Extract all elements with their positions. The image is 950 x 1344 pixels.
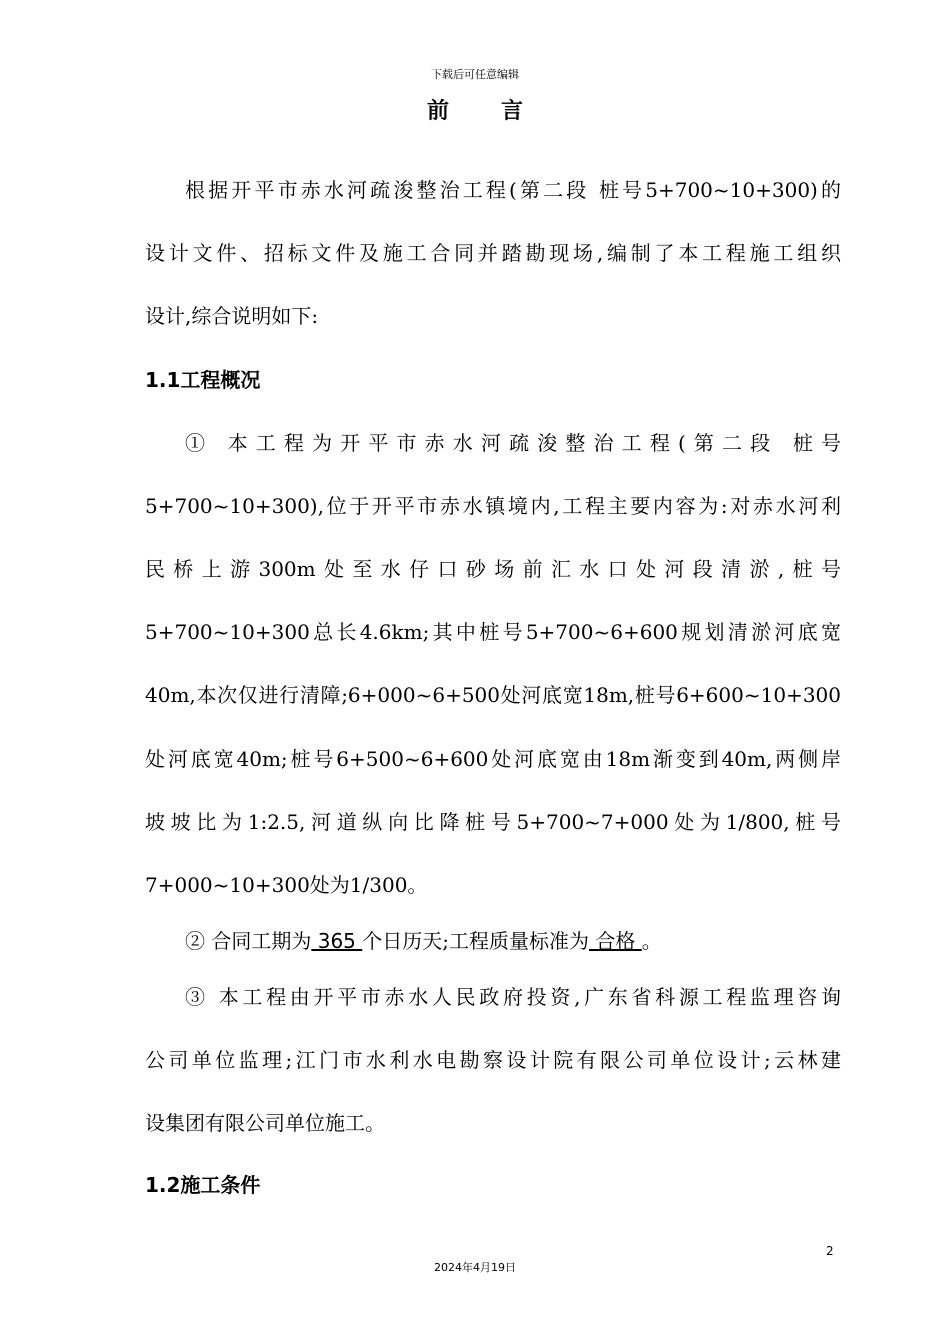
- page-number: 2: [826, 1244, 834, 1258]
- item2-prefix: ② 合同工期为: [185, 929, 312, 953]
- item1-line-6: 处河底宽40m;桩号6+500~6+600处河底宽由18m渐变到40m,两侧岸: [145, 747, 841, 771]
- item1-line-2: 5+700~10+300),位于开平市赤水镇境内,工程主要内容为:对赤水河利: [145, 494, 841, 518]
- item2-suffix: 。: [641, 929, 662, 953]
- item2-line: [185, 926, 662, 956]
- item3-line-3: 设集团有限公司单位施工。: [145, 1111, 385, 1135]
- item1-line-3: 民桥上游300m处至水仔口砂场前汇水口处河段清淤,桩号: [145, 557, 841, 581]
- footer-date: 2024年4月19日: [434, 1261, 516, 1274]
- item1-line-8: 7+000~10+300处为1/300。: [145, 873, 428, 897]
- intro-line-2: 设计文件、招标文件及施工合同并踏勘现场,编制了本工程施工组织: [145, 241, 841, 265]
- item3-line-2: 公司单位监理;江门市水利水电勘察设计院有限公司单位设计;云林建: [145, 1048, 841, 1072]
- header-note: 下载后可任意编辑: [431, 68, 519, 81]
- quality-standard-value: 合格: [589, 929, 642, 953]
- item1-line-4: 5+700~10+300总长4.6km;其中桩号5+700~6+600规划清淤河底宽: [145, 620, 841, 644]
- item1-line-1: ① 本工程为开平市赤水河疏浚整治工程(第二段 桩号: [185, 431, 841, 455]
- contract-duration-value: 365: [311, 929, 363, 953]
- item2-middle: 个日历天;工程质量标准为: [362, 929, 589, 953]
- intro-line-3: 设计,综合说明如下:: [145, 304, 319, 328]
- item1-line-5: 40m,本次仅进行清障;6+000~6+500处河底宽18m,桩号6+600~10+300: [145, 683, 841, 707]
- section-heading-1-2: 1.2施工条件: [145, 1173, 261, 1197]
- item1-line-7: 坡坡比为1:2.5,河道纵向比降桩号5+700~7+000处为1/800,桩号: [145, 810, 841, 834]
- section-heading-1-1: 1.1工程概况: [145, 368, 261, 392]
- intro-line-1: 根据开平市赤水河疏浚整治工程(第二段 桩号5+700~10+300)的: [185, 178, 841, 202]
- page-title: 前言: [426, 99, 575, 124]
- item3-line-1: ③ 本工程由开平市赤水人民政府投资,广东省科源工程监理咨询: [185, 985, 841, 1009]
